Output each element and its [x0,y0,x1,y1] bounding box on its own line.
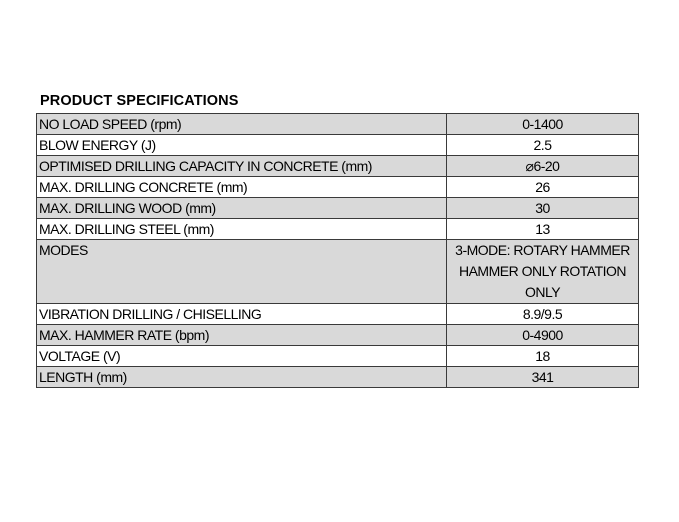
table-row [37,156,639,177]
spec-label: NO LOAD SPEED (rpm) [37,114,447,135]
spec-value: 3-MODE: ROTARY HAMMER HAMMER ONLY ROTATION ONLY [447,240,639,304]
spec-value: 13 [447,219,639,240]
spec-label: VOLTAGE (V) [37,346,447,367]
spec-value: ⌀6-20 [447,156,639,177]
spec-label: BLOW ENERGY (J) [37,135,447,156]
spec-label: MAX. DRILLING WOOD (mm) [37,198,447,219]
spec-value: 0-4900 [447,325,639,346]
spec-table [36,113,639,388]
spec-value: 8.9/9.5 [447,304,639,325]
table-row [37,304,639,325]
table-row [37,346,639,367]
spec-value: 2.5 [447,135,639,156]
table-row [37,177,639,198]
spec-value: 341 [447,367,639,388]
spec-value: 30 [447,198,639,219]
table-row [37,240,639,304]
spec-label: LENGTH (mm) [37,367,447,388]
spec-label: MAX. DRILLING CONCRETE (mm) [37,177,447,198]
spec-value: 26 [447,177,639,198]
spec-label: MODES [37,240,447,304]
table-row [37,325,639,346]
spec-label: MAX. DRILLING STEEL (mm) [37,219,447,240]
page-title: PRODUCT SPECIFICATIONS [40,93,239,109]
table-row [37,367,639,388]
spec-label: VIBRATION DRILLING / CHISELLING [37,304,447,325]
table-row [37,114,639,135]
table-row [37,135,639,156]
spec-value: 18 [447,346,639,367]
table-row [37,198,639,219]
spec-label: MAX. HAMMER RATE (bpm) [37,325,447,346]
spec-value: 0-1400 [447,114,639,135]
spec-label: OPTIMISED DRILLING CAPACITY IN CONCRETE (mm) [37,156,447,177]
table-row [37,219,639,240]
